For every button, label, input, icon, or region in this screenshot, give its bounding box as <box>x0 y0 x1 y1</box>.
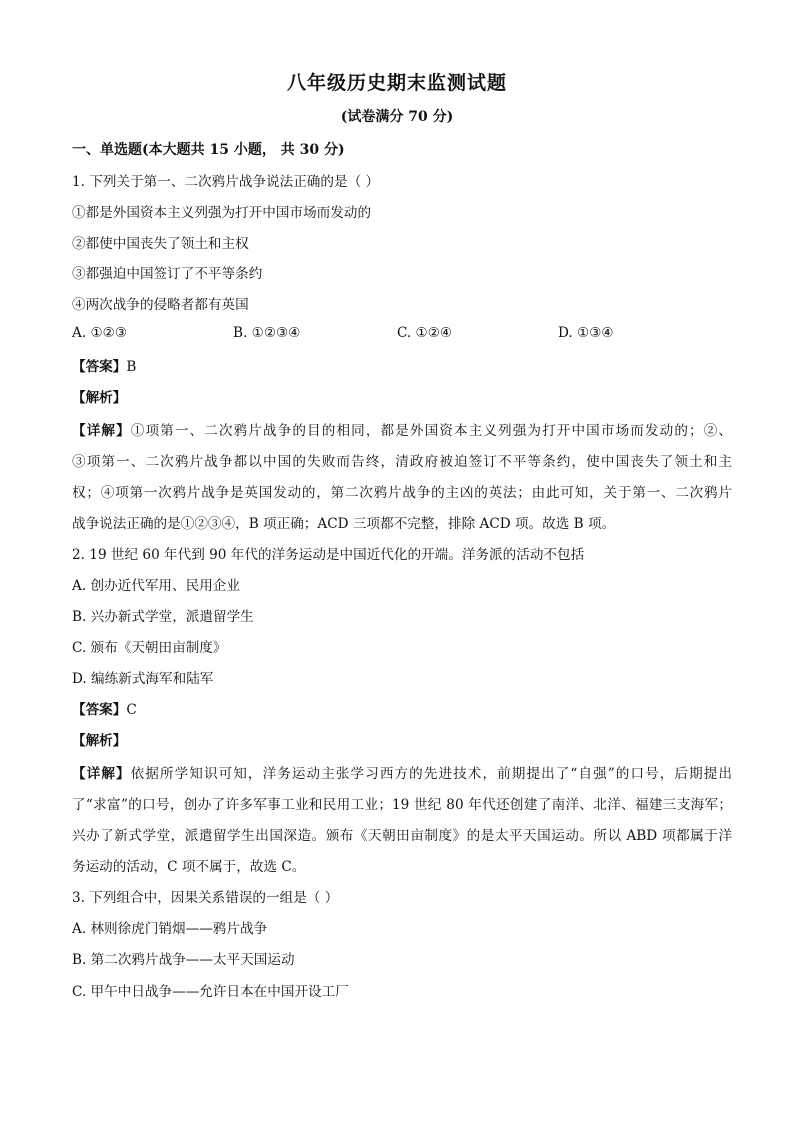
q2-option-c: C. 颁布《天朝田亩制度》 <box>72 640 227 656</box>
q1-detail-line-1 <box>72 421 732 441</box>
q1-item-3: ③都强迫中国签订了不平等条约 <box>72 266 263 282</box>
q1-detail-line-4: 战争说法正确的是①②③④，B 项正确；ACD 三项都不完整，排除 ACD 项。故选 B 项。 <box>72 516 616 532</box>
q1-options <box>72 325 732 345</box>
detail-tag: 【详解】 <box>72 423 131 439</box>
detail-text: ①项第一、二次鸦片战争的目的相同，都是外国资本主义列强为打开中国市场而发动的；②、 <box>130 423 732 439</box>
q1-option-c: C. ①②④ <box>397 325 453 341</box>
q1-item-4: ④两次战争的侵略者都有英国 <box>72 297 249 313</box>
answer-tag: 【答案】 <box>72 359 127 375</box>
q2-detail-line-3: 兴办了新式学堂，派遣留学生出国深造。颁布《天朝田亩制度》的是太平天国运动。所以 ABD 项都属于洋 <box>72 828 732 844</box>
q2-detail-line-2: 了“求富”的口号，创办了许多军事工业和民用工业；19 世纪 80 年代还创建了南洋、北洋、福建三支海军； <box>72 797 732 813</box>
answer-value: C <box>126 702 137 718</box>
q2-stem: 2. 19 世纪 60 年代到 90 年代的洋务运动是中国近代化的开端。洋务派的活动不包括 <box>72 547 585 563</box>
section-header: 一、单选题(本大题共 15 小题， 共 30 分) <box>72 142 345 158</box>
answer-value: B <box>126 359 137 375</box>
q2-detail-line-4: 务运动的活动，C 项不属于，故选 C。 <box>72 859 306 875</box>
q2-option-b: B. 兴办新式学堂，派遣留学生 <box>72 609 254 625</box>
q1-option-d: D. ①③④ <box>558 325 614 341</box>
q1-option-a: A. ①②③ <box>72 325 128 341</box>
q2-detail-line-1 <box>72 764 732 784</box>
detail-tag: 【详解】 <box>72 766 131 782</box>
answer-tag: 【答案】 <box>72 702 127 718</box>
q3-option-a: A. 林则徐虎门销烟——鸦片战争 <box>72 921 268 937</box>
q1-analysis-tag: 【解析】 <box>72 390 127 406</box>
detail-text: 依据所学知识可知，洋务运动主张学习西方的先进技术，前期提出了“自强”的口号，后期提出 <box>130 766 732 782</box>
q1-option-b: B. ①②③④ <box>233 325 301 341</box>
page-subtitle: (试卷满分 70 分) <box>340 109 454 125</box>
q3-stem: 3. 下列组合中，因果关系错误的一组是（ ） <box>72 890 339 906</box>
q3-option-b: B. 第二次鸦片战争——太平天国运动 <box>72 952 295 968</box>
page-title: 八年级历史期末监测试题 <box>286 72 507 94</box>
q2-analysis-tag: 【解析】 <box>72 733 127 749</box>
q1-detail-line-3: 权；④项第一次鸦片战争是英国发动的，第二次鸦片战争的主凶的英法；由此可知，关于第一、二次鸦片 <box>72 485 732 501</box>
q2-option-a: A. 创办近代军用、民用企业 <box>72 578 240 594</box>
q1-item-1: ①都是外国资本主义列强为打开中国市场而发动的 <box>72 205 372 221</box>
q1-detail-line-2: ③项第一、二次鸦片战争都以中国的失败而告终，清政府被迫签订不平等条约，使中国丧失了领土和主 <box>72 454 732 470</box>
q2-answer <box>72 700 732 720</box>
q3-option-c: C. 甲午中日战争——允许日本在中国开设工厂 <box>72 984 349 1000</box>
q1-item-2: ②都使中国丧失了领土和主权 <box>72 236 249 252</box>
q2-option-d: D. 编练新式海军和陆军 <box>72 671 214 687</box>
q1-stem: 1. 下列关于第一、二次鸦片战争说法正确的是（ ） <box>72 174 380 190</box>
q1-answer <box>72 357 732 377</box>
